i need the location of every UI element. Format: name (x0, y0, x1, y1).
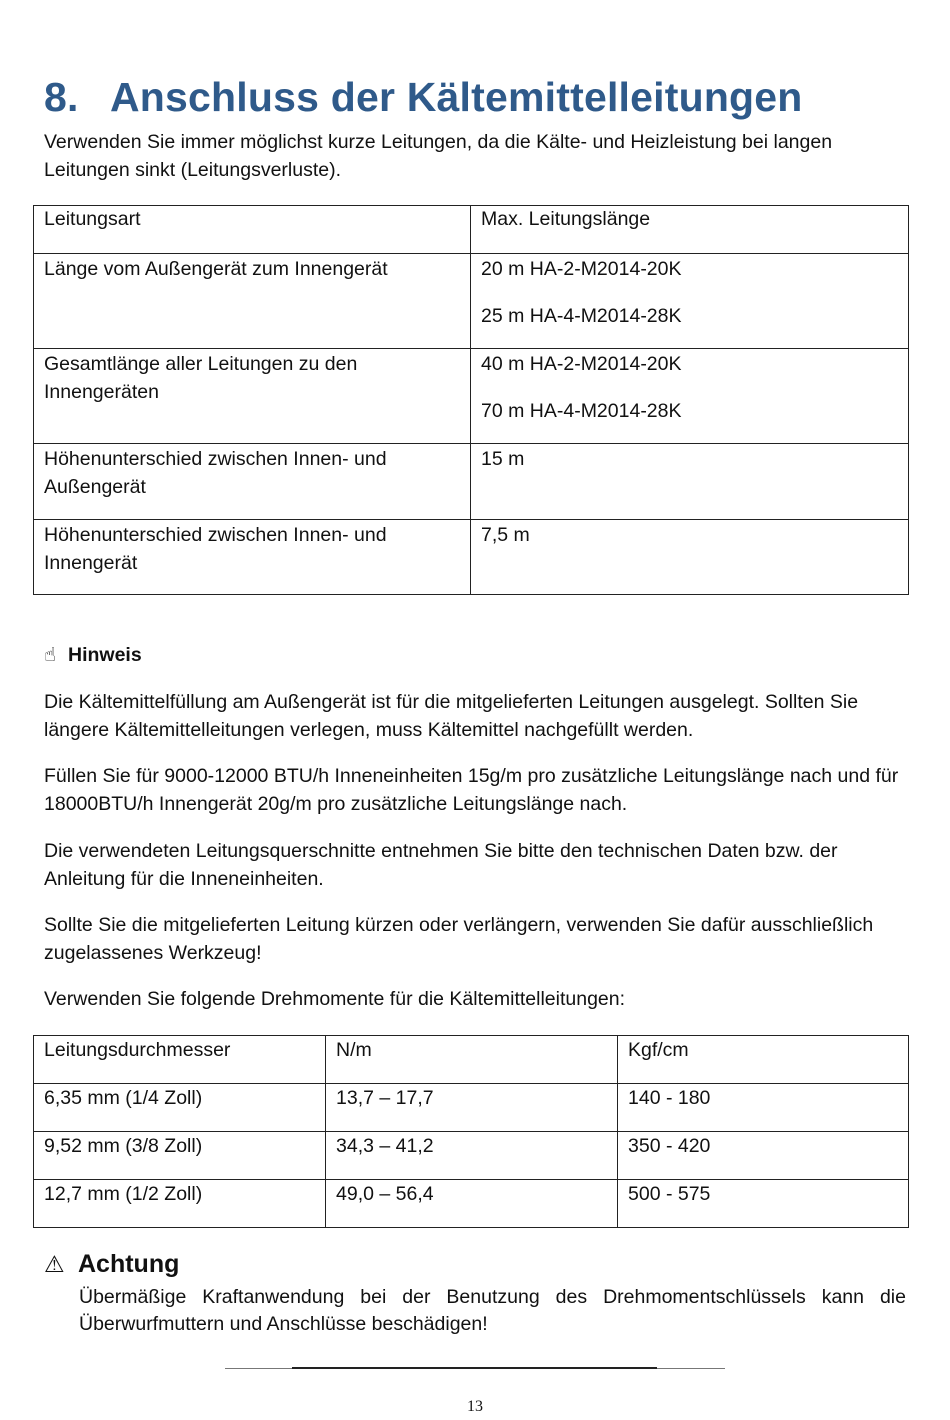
table-cell: 500 - 575 (618, 1180, 909, 1228)
header-cell: Leitungsdurchmesser (34, 1036, 326, 1084)
table-row (34, 1180, 909, 1228)
header-cell: Max. Leitungslänge (471, 206, 909, 254)
line-length-table (33, 205, 909, 595)
body-paragraph: Verwenden Sie folgende Drehmomente für die Kältemittelleitungen: (44, 988, 626, 1010)
table-cell: 140 - 180 (618, 1084, 909, 1132)
table-cell: 13,7 – 17,7 (326, 1084, 618, 1132)
hint-heading (44, 643, 142, 667)
table-cell: Höhenunterschied zwischen Innen- und Außengerät (34, 444, 471, 520)
table-cell: Gesamtlänge aller Leitungen zu den Innengeräten (34, 349, 471, 444)
warning-triangle-icon: ⚠ (44, 1251, 65, 1277)
intro-paragraph: Verwenden Sie immer möglichst kurze Leitungen, da die Kälte- und Heizleistung bei langen Leitungen sinkt (Leitungsverluste). (44, 131, 833, 181)
table-cell: 7,5 m (471, 520, 909, 595)
table-header-row (34, 206, 909, 254)
table-cell: 15 m (471, 444, 909, 520)
header-cell: N/m (326, 1036, 618, 1084)
section-title: Anschluss der Kältemittelleitungen (110, 74, 803, 120)
table-cell: 6,35 mm (1/4 Zoll) (34, 1084, 326, 1132)
table-row (34, 349, 909, 444)
table-cell (471, 254, 909, 349)
table-row (34, 444, 909, 520)
cell-line: 70 m HA-4-M2014-28K (481, 399, 682, 422)
table-cell (471, 349, 909, 444)
cell-line: 40 m HA-2-M2014-20K (481, 353, 682, 375)
table-row (34, 520, 909, 595)
page-number: 13 (467, 1398, 483, 1415)
table-cell: 9,52 mm (3/8 Zoll) (34, 1132, 326, 1180)
footer-rule-emphasis (292, 1367, 657, 1369)
warning-heading (44, 1250, 179, 1279)
body-paragraph: Füllen Sie für 9000-12000 BTU/h Inneneinheiten 15g/m pro zusätzliche Leitungslänge nach und für 18000BTU/h Innengerät 20g/m pro zusätzliche Leitungslänge nach. (44, 765, 899, 815)
table-cell: 350 - 420 (618, 1132, 909, 1180)
cell-line: 25 m HA-4-M2014-28K (481, 304, 682, 327)
table-cell: Höhenunterschied zwischen Innen- und Innengerät (34, 520, 471, 595)
section-heading (44, 74, 803, 121)
header-cell: Kgf/cm (618, 1036, 909, 1084)
section-number: 8. (44, 74, 79, 120)
table-cell: Länge vom Außengerät zum Innengerät (34, 254, 471, 349)
body-paragraph: Sollte Sie die mitgelieferten Leitung kürzen oder verlängern, verwenden Sie dafür ausschließlich zugelassenes Werkzeug! (44, 914, 874, 964)
table-cell: 12,7 mm (1/2 Zoll) (34, 1180, 326, 1228)
table-cell: 49,0 – 56,4 (326, 1180, 618, 1228)
table-header-row (34, 1036, 909, 1084)
hint-label: Hinweis (68, 644, 142, 666)
table-row (34, 1132, 909, 1180)
cell-line: 20 m HA-2-M2014-20K (481, 258, 682, 280)
header-cell: Leitungsart (34, 206, 471, 254)
table-row (34, 254, 909, 349)
torque-table (33, 1035, 909, 1228)
warning-label: Achtung (78, 1250, 180, 1278)
body-paragraph: Die Kältemittelfüllung am Außengerät ist für die mitgelieferten Leitungen ausgelegt. Sollten Sie längere Kältemittelleitungen verlegen, muss Kältemittel nachgefüllt werden. (44, 691, 859, 741)
warning-text: Übermäßige Kraftanwendung bei der Benutzung des Drehmomentschlüssels kann die Überwurfmuttern und Anschlüsse beschädigen! (79, 1286, 906, 1335)
pointing-hand-icon: ☝ (44, 644, 56, 666)
table-row (34, 1084, 909, 1132)
body-paragraph: Die verwendeten Leitungsquerschnitte entnehmen Sie bitte den technischen Daten bzw. der Anleitung für die Inneneinheiten. (44, 840, 838, 890)
table-cell: 34,3 – 41,2 (326, 1132, 618, 1180)
